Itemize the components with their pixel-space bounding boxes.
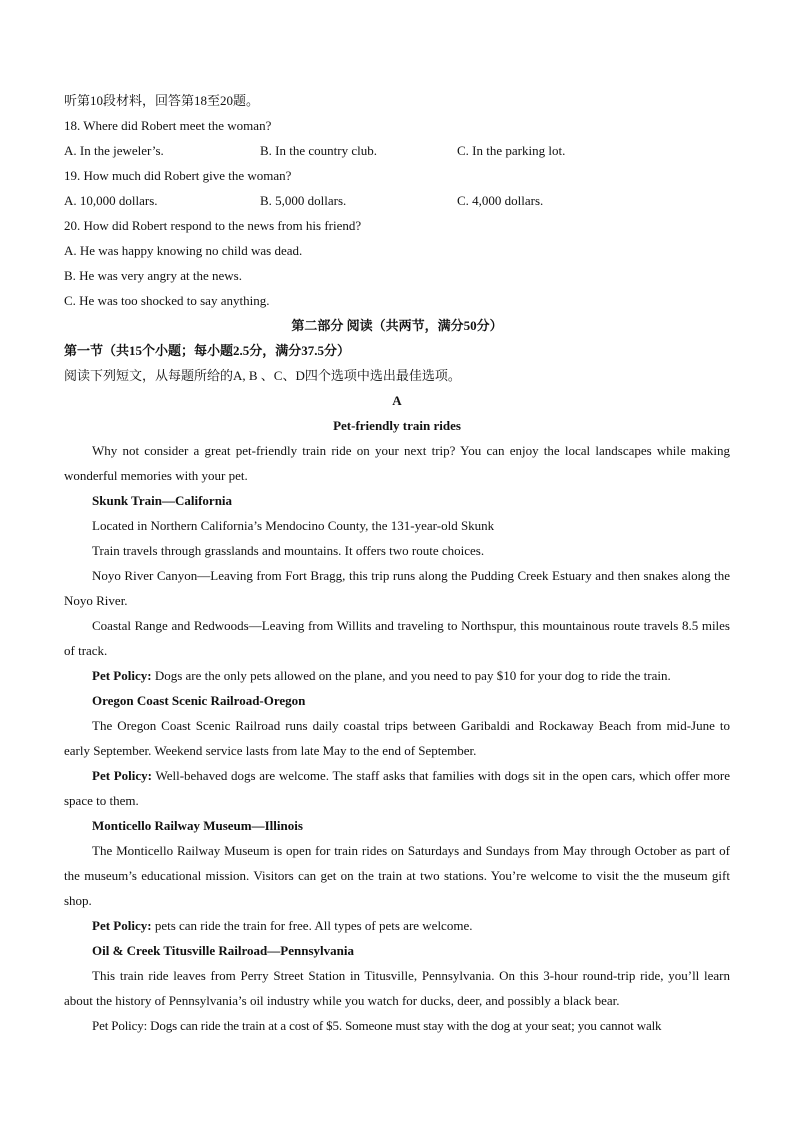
skunk-pet-policy [64, 663, 730, 688]
section1-title: 第一节（共15个小题；每小题2.5分，满分37.5分） [64, 343, 351, 358]
oregon-p1: The Oregon Coast Scenic Railroad runs daily coastal trips between Garibaldi and Rockaway Beach from mid-June to early September. Weekend service lasts from late May to the end of September. [64, 718, 730, 758]
passage-title: Pet-friendly train rides [333, 418, 461, 433]
q18-option-a: A. In the jeweler’s. [64, 143, 164, 158]
monticello-pet-policy [64, 913, 730, 938]
q19-options [64, 188, 730, 213]
q19-stem: 19. How much did Robert give the woman? [64, 168, 292, 183]
oregon-pet-policy [64, 763, 730, 813]
q18-stem: 18. Where did Robert meet the woman? [64, 118, 272, 133]
passage-intro: Why not consider a great pet-friendly train ride on your next trip? You can enjoy the local landscapes while making wonderful memories with your pet. [64, 443, 730, 483]
q19-option-b: B. 5,000 dollars. [260, 193, 347, 208]
skunk-p2: Train travels through grasslands and mountains. It offers two route choices. [92, 543, 485, 558]
pet-policy-label: Pet Policy: [92, 918, 152, 933]
q18-options [64, 138, 730, 163]
passage-letter: A [392, 393, 402, 408]
pet-policy-text: Dogs are the only pets allowed on the plane, and you need to pay $10 for your dog to ride the train. [151, 668, 671, 683]
skunk-heading: Skunk Train—California [92, 493, 233, 508]
q20-option-c: C. He was too shocked to say anything. [64, 293, 270, 308]
pet-policy-text: Well-behaved dogs are welcome. The staff asks that families with dogs sit in the open cars, which offer more space to them. [64, 768, 730, 808]
skunk-p1: Located in Northern California’s Mendocino County, the 131-year-old Skunk [92, 518, 495, 533]
oil-p1: This train ride leaves from Perry Street Station in Titusville, Pennsylvania. On this 3-hour round-trip ride, you’ll learn about the history of Pennsylvania’s oil industry while you watch for ducks, deer, and possibly a black bear. [64, 968, 730, 1008]
oil-pet-policy: Pet Policy: Dogs can ride the train at a cost of $5. Someone must stay with the dog at your seat; you cannot walk [92, 1018, 662, 1033]
q20-option-a: A. He was happy knowing no child was dead. [64, 243, 303, 258]
q18-option-c: C. In the parking lot. [457, 143, 566, 158]
q18-option-b: B. In the country club. [260, 143, 377, 158]
monticello-p1: The Monticello Railway Museum is open for train rides on Saturdays and Sundays from May through October as part of the museum’s educational mission. Visitors can get on the train at two stations. You’re welcome to visit the the museum gift shop. [64, 843, 730, 908]
skunk-p4: Coastal Range and Redwoods—Leaving from Willits and traveling to Northspur, this mountainous route travels 8.5 miles of track. [64, 618, 730, 658]
q19-option-c: C. 4,000 dollars. [457, 193, 544, 208]
oil-heading: Oil & Creek Titusville Railroad—Pennsylvania [92, 943, 354, 958]
q19-option-a: A. 10,000 dollars. [64, 193, 158, 208]
monticello-heading: Monticello Railway Museum—Illinois [92, 818, 303, 833]
q20-option-b: B. He was very angry at the news. [64, 268, 242, 283]
q20-stem: 20. How did Robert respond to the news from his friend? [64, 218, 362, 233]
listening-instruction: 听第10段材料，回答第18至20题。 [64, 93, 260, 108]
pet-policy-label: Pet Policy: [92, 668, 152, 683]
part2-title: 第二部分 阅读（共两节，满分50分） [291, 318, 503, 333]
pet-policy-label: Pet Policy: [92, 768, 153, 783]
pet-policy-text: pets can ride the train for free. All types of pets are welcome. [151, 918, 473, 933]
oregon-heading: Oregon Coast Scenic Railroad-Oregon [92, 693, 306, 708]
exam-page [64, 88, 730, 1038]
reading-instruction: 阅读下列短文，从每题所给的A, B 、C、D四个选项中选出最佳选项。 [64, 368, 461, 383]
skunk-p3: Noyo River Canyon—Leaving from Fort Bragg, this trip runs along the Pudding Creek Estuary and then snakes along the Noyo River. [64, 568, 730, 608]
